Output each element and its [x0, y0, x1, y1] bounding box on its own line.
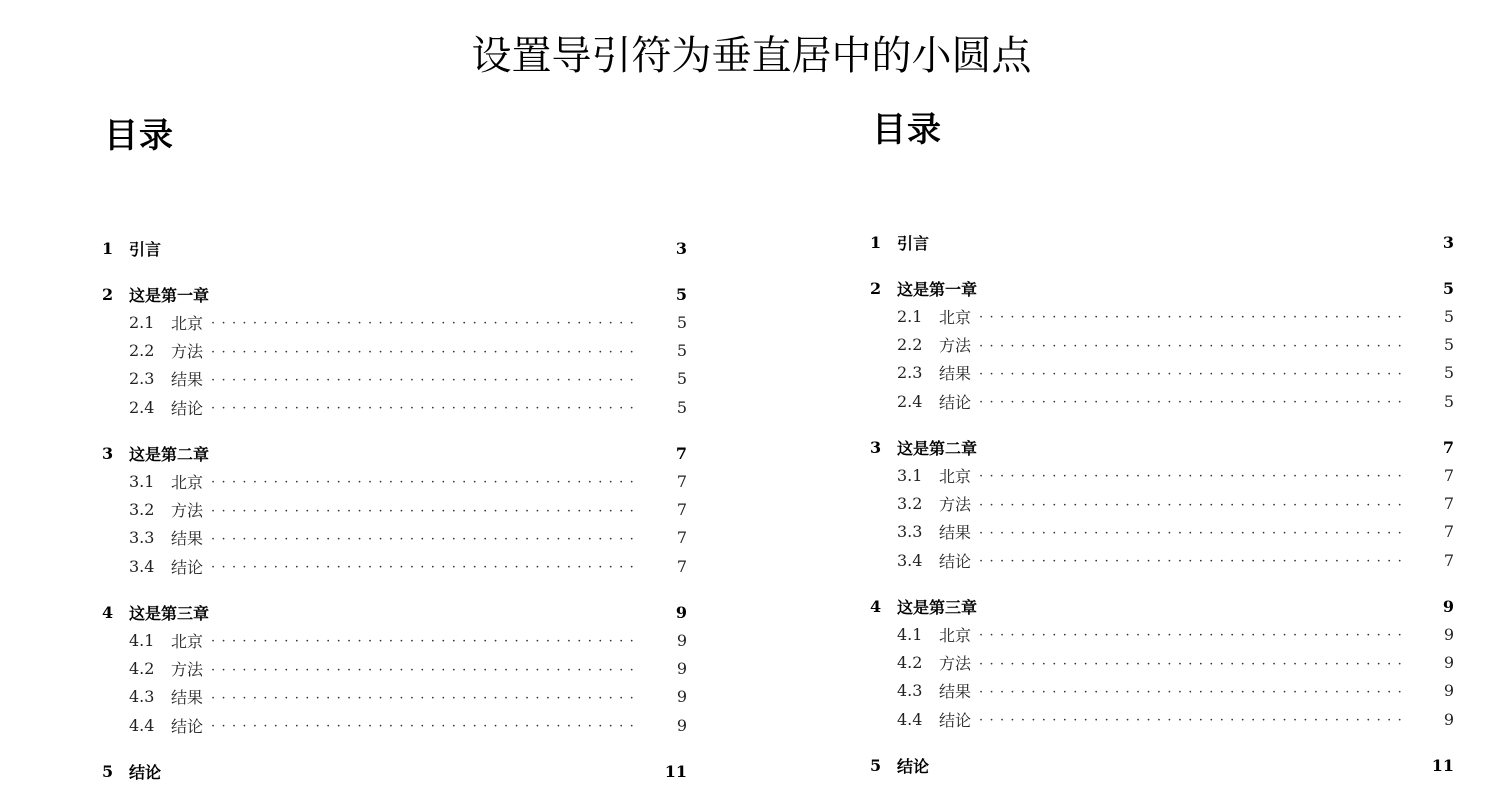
section-page-number: 9: [1443, 681, 1454, 701]
section-title: 方法: [171, 342, 204, 362]
chapter-title: 这是第二章: [129, 444, 210, 464]
section-page-number: 9: [1443, 653, 1454, 673]
chapter-number: 3: [102, 443, 114, 463]
dot-leader: [979, 707, 1408, 731]
section-title: 方法: [939, 495, 972, 515]
section-page-number: 9: [1443, 624, 1454, 644]
section-title: 结果: [171, 370, 204, 390]
section-number: 2.3: [129, 369, 155, 389]
section-page-number: 9: [676, 659, 687, 679]
section-page-number: 5: [1443, 391, 1454, 411]
chapter-number: 1: [102, 238, 114, 258]
section-number: 2.4: [897, 391, 923, 411]
section-title: 方法: [939, 654, 972, 674]
toc-section-entry[interactable]: [100, 469, 687, 493]
chapter-page-number: 9: [1442, 596, 1454, 616]
toc-section-entry[interactable]: [100, 498, 687, 522]
chapter-number: 2: [870, 278, 882, 298]
toc-chapter-entry[interactable]: [868, 594, 1454, 618]
section-number: 3.3: [129, 528, 155, 548]
toc-section-entry[interactable]: [100, 657, 687, 681]
section-page-number: 5: [1443, 306, 1454, 326]
section-page-number: 5: [1443, 335, 1454, 355]
dot-leader: [211, 526, 641, 550]
section-number: 2.4: [129, 397, 155, 417]
section-title: 结果: [171, 529, 204, 549]
section-title: 结果: [939, 523, 972, 543]
chapter-title: 引言: [897, 233, 930, 253]
chapter-page-number: 5: [1442, 278, 1454, 298]
section-page-number: 7: [1443, 522, 1454, 542]
toc-chapter-entry[interactable]: [868, 230, 1454, 254]
toc-section-entry[interactable]: [100, 367, 687, 391]
chapter-title: 这是第三章: [129, 603, 210, 623]
section-page-number: 5: [676, 341, 687, 361]
toc-heading: 目录: [872, 110, 942, 150]
toc-section-entry[interactable]: [100, 554, 687, 578]
dot-leader: [979, 361, 1408, 385]
toc-section-entry[interactable]: [868, 389, 1454, 413]
toc-section-entry[interactable]: [100, 713, 687, 737]
section-number: 3.4: [129, 556, 155, 576]
section-number: 3.3: [897, 522, 923, 542]
section-page-number: 7: [676, 471, 687, 491]
dot-leader: [979, 520, 1408, 544]
section-title: 结果: [171, 688, 204, 708]
chapter-number: 5: [102, 761, 114, 781]
section-number: 4.4: [897, 709, 923, 729]
section-number: 4.1: [897, 624, 923, 644]
toc-chapter-entry[interactable]: [868, 435, 1454, 459]
dot-leader: [211, 469, 641, 493]
toc-chapter-entry[interactable]: [868, 276, 1454, 300]
section-page-number: 7: [676, 556, 687, 576]
toc-section-entry[interactable]: [868, 622, 1454, 646]
toc-heading: 目录: [104, 116, 174, 156]
chapter-page-number: 9: [675, 602, 687, 622]
dot-leader: [211, 685, 641, 709]
section-number: 2.3: [897, 363, 923, 383]
dot-leader: [211, 713, 641, 737]
dot-leader: [979, 651, 1408, 675]
chapter-number: 4: [870, 596, 882, 616]
section-page-number: 7: [1443, 494, 1454, 514]
section-page-number: 5: [1443, 363, 1454, 383]
dot-leader: [979, 304, 1408, 328]
section-number: 4.1: [129, 630, 155, 650]
toc-section-entry[interactable]: [868, 707, 1454, 731]
section-title: 结论: [939, 551, 972, 571]
dot-leader: [979, 548, 1408, 572]
toc-section-entry[interactable]: [868, 548, 1454, 572]
dot-leader: [211, 628, 641, 652]
toc-section-entry[interactable]: [868, 304, 1454, 328]
toc-section-entry[interactable]: [868, 361, 1454, 385]
dot-leader: [211, 498, 641, 522]
section-number: 4.3: [129, 687, 155, 707]
toc-section-entry[interactable]: [868, 463, 1454, 487]
toc-section-entry[interactable]: [100, 310, 687, 334]
section-title: 北京: [171, 472, 204, 492]
section-title: 结论: [939, 392, 972, 412]
section-title: 方法: [171, 501, 204, 521]
toc-section-entry[interactable]: [100, 628, 687, 652]
section-number: 3.2: [129, 500, 155, 520]
dot-leader: [979, 679, 1408, 703]
section-page-number: 9: [1443, 709, 1454, 729]
toc-chapter-entry[interactable]: [100, 236, 687, 260]
section-number: 4.3: [897, 681, 923, 701]
section-page-number: 7: [676, 500, 687, 520]
dot-leader: [211, 395, 641, 419]
section-page-number: 7: [1443, 465, 1454, 485]
chapter-title: 这是第二章: [897, 438, 978, 458]
dot-leader: [979, 463, 1408, 487]
toc-chapter-entry[interactable]: [100, 600, 687, 624]
chapter-number: 2: [102, 284, 114, 304]
chapter-page-number: 7: [1442, 437, 1454, 457]
toc-section-entry[interactable]: [868, 333, 1454, 357]
section-number: 2.2: [897, 335, 923, 355]
toc-section-entry[interactable]: [868, 651, 1454, 675]
section-number: 2.1: [129, 312, 155, 332]
dot-leader: [211, 339, 641, 363]
chapter-number: 1: [870, 232, 882, 252]
dot-leader: [211, 310, 641, 334]
section-title: 北京: [939, 307, 972, 327]
page-title: 设置导引符为垂直居中的小圆点: [471, 33, 1032, 79]
section-number: 4.2: [129, 659, 155, 679]
dot-leader: [211, 367, 641, 391]
section-title: 北京: [939, 466, 972, 486]
section-title: 结论: [171, 557, 204, 577]
toc-section-entry[interactable]: [868, 492, 1454, 516]
section-title: 结论: [171, 398, 204, 418]
section-page-number: 5: [676, 312, 687, 332]
toc-section-entry[interactable]: [100, 395, 687, 419]
chapter-title: 结论: [897, 756, 930, 776]
toc-section-entry[interactable]: [100, 526, 687, 550]
chapter-number: 5: [870, 755, 882, 775]
chapter-title: 这是第一章: [129, 285, 210, 305]
section-page-number: 9: [676, 715, 687, 735]
section-page-number: 7: [1443, 550, 1454, 570]
section-page-number: 5: [676, 397, 687, 417]
section-title: 结论: [939, 710, 972, 730]
section-number: 3.1: [129, 471, 155, 491]
chapter-page-number: 3: [1442, 232, 1454, 252]
section-title: 结果: [939, 364, 972, 384]
section-number: 3.1: [897, 465, 923, 485]
section-number: 4.2: [897, 653, 923, 673]
section-page-number: 9: [676, 630, 687, 650]
section-number: 2.2: [129, 341, 155, 361]
section-number: 2.1: [897, 306, 923, 326]
section-number: 3.2: [897, 494, 923, 514]
toc-chapter-entry[interactable]: [100, 282, 687, 306]
chapter-number: 3: [870, 437, 882, 457]
chapter-number: 4: [102, 602, 114, 622]
section-title: 北京: [171, 313, 204, 333]
section-title: 北京: [171, 631, 204, 651]
section-number: 4.4: [129, 715, 155, 735]
dot-leader: [979, 492, 1408, 516]
toc-section-entry[interactable]: [868, 520, 1454, 544]
toc-chapter-entry[interactable]: [868, 753, 1454, 777]
toc-chapter-entry[interactable]: [100, 759, 687, 783]
chapter-title: 这是第三章: [897, 597, 978, 617]
section-title: 方法: [939, 336, 972, 356]
toc-section-entry[interactable]: [868, 679, 1454, 703]
chapter-title: 引言: [129, 239, 162, 259]
dot-leader: [211, 554, 641, 578]
toc-section-entry[interactable]: [100, 339, 687, 363]
section-title: 结论: [171, 716, 204, 736]
chapter-page-number: 7: [675, 443, 687, 463]
section-page-number: 5: [676, 369, 687, 389]
chapter-page-number: 11: [1431, 755, 1454, 775]
section-title: 北京: [939, 625, 972, 645]
section-title: 结果: [939, 682, 972, 702]
chapter-title: 结论: [129, 762, 162, 782]
section-title: 方法: [171, 660, 204, 680]
chapter-page-number: 11: [664, 761, 687, 781]
toc-section-entry[interactable]: [100, 685, 687, 709]
chapter-title: 这是第一章: [897, 279, 978, 299]
dot-leader: [979, 333, 1408, 357]
section-number: 3.4: [897, 550, 923, 570]
dot-leader: [979, 622, 1408, 646]
chapter-page-number: 5: [675, 284, 687, 304]
toc-chapter-entry[interactable]: [100, 441, 687, 465]
section-page-number: 7: [676, 528, 687, 548]
dot-leader: [979, 389, 1408, 413]
dot-leader: [211, 657, 641, 681]
section-page-number: 9: [676, 687, 687, 707]
chapter-page-number: 3: [675, 238, 687, 258]
